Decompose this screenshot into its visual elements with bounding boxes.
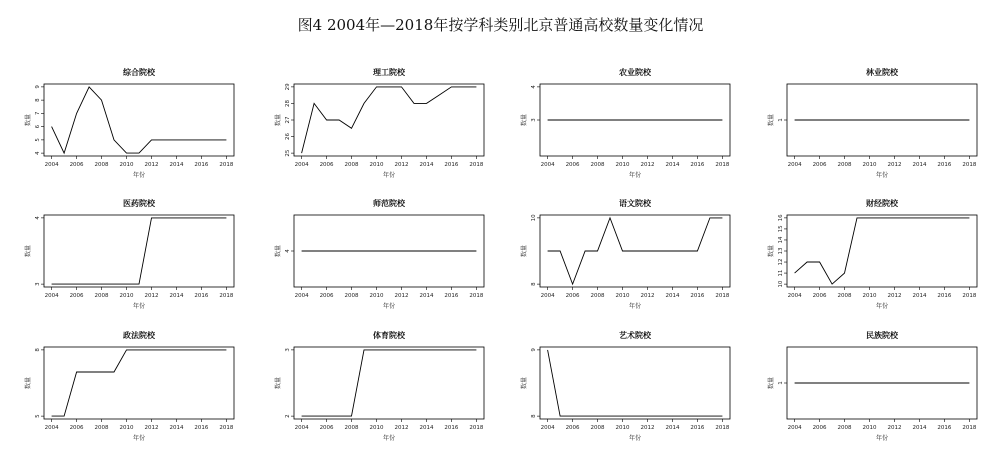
panel-10-title: 体育院校 — [373, 331, 405, 340]
panel-7-y-tick-label: 10 — [531, 214, 537, 222]
panel-3-x-tick-label: 2008 — [590, 162, 605, 168]
panel-1-title: 综合院校 — [123, 68, 155, 77]
panel-6-x-tick-label: 2014 — [419, 293, 434, 299]
panel-10-y-axis-label: 数量 — [275, 376, 282, 390]
panel-9-x-tick-label: 2008 — [94, 425, 109, 431]
panel-1-x-tick-label: 2016 — [194, 162, 209, 168]
panel-8-y-tick-label: 16 — [778, 214, 784, 222]
panel-4-x-tick-label: 2010 — [862, 162, 877, 168]
panel-11-x-tick-label: 2008 — [590, 425, 605, 431]
panel-9-y-tick-label: 5 — [35, 414, 41, 418]
panel-5-x-tick-label: 2004 — [44, 293, 59, 299]
panel-11-x-tick-label: 2006 — [565, 425, 580, 431]
panel-2-x-tick-label: 2012 — [394, 162, 409, 168]
panel-3-x-tick-label: 2018 — [715, 162, 730, 168]
panel-1-y-tick-label: 8 — [35, 98, 41, 102]
panel-4-x-tick-label: 2016 — [937, 162, 952, 168]
panel-11-x-tick-label: 2004 — [540, 425, 555, 431]
panel-8-frame — [787, 215, 977, 287]
panel-10-y-tick-label: 3 — [285, 348, 291, 352]
panel-6-x-tick-label: 2010 — [369, 293, 384, 299]
panel-7-series-line — [548, 218, 723, 284]
panel-2-y-tick-label: 25 — [285, 149, 291, 157]
panel-8-title: 财经院校 — [866, 199, 898, 208]
panel-7-x-tick-label: 2004 — [540, 293, 555, 299]
panel-8-y-tick-label: 12 — [778, 258, 784, 266]
panel-3-x-tick-label: 2010 — [615, 162, 630, 168]
panel-1-y-tick-label: 5 — [35, 138, 41, 142]
panel-5-x-axis-label: 年份 — [132, 303, 146, 310]
panel-9-x-tick-label: 2004 — [44, 425, 59, 431]
panel-12-title: 民族院校 — [866, 331, 898, 340]
panel-5-title: 医药院校 — [123, 199, 155, 208]
panel-5-frame — [44, 215, 234, 287]
panel-7-x-tick-label: 2016 — [690, 293, 705, 299]
panel-11-series-line — [548, 350, 723, 416]
panel-1-y-axis-label: 数量 — [25, 113, 32, 127]
panel-1-y-tick-label: 7 — [35, 111, 41, 116]
panel-2-x-axis-label: 年份 — [382, 172, 396, 179]
panel-12-x-tick-label: 2006 — [812, 425, 827, 431]
panel-4-x-tick-label: 2018 — [962, 162, 977, 168]
panel-4-title: 林业院校 — [866, 68, 898, 77]
panel-5-x-tick-label: 2014 — [169, 293, 184, 299]
panel-2-frame — [294, 84, 484, 156]
panel-8-x-tick-label: 2006 — [812, 293, 827, 299]
panel-8-y-tick-label: 11 — [778, 269, 784, 277]
panel-5-x-tick-label: 2016 — [194, 293, 209, 299]
panel-10-x-tick-label: 2012 — [394, 425, 409, 431]
panel-11-x-tick-label: 2014 — [665, 425, 680, 431]
panel-7-title: 语文院校 — [619, 199, 651, 208]
panel-7-x-tick-label: 2014 — [665, 293, 680, 299]
panel-8-y-axis-label: 数量 — [768, 244, 775, 258]
panel-11-y-tick-label: 8 — [531, 414, 537, 418]
panel-7-x-tick-label: 2012 — [640, 293, 655, 299]
panel-5-x-tick-label: 2008 — [94, 293, 109, 299]
panel-3-title: 农业院校 — [619, 68, 651, 77]
panel-7-x-axis-label: 年份 — [628, 303, 642, 310]
panel-8-y-tick-label: 14 — [778, 236, 784, 244]
panel-12-x-tick-label: 2004 — [787, 425, 802, 431]
panel-4-y-tick-label: 1 — [778, 118, 784, 122]
figure-title: 图4 2004年—2018年按学科类别北京普通高校数量变化情况 — [297, 16, 704, 34]
panel-12-y-axis-label: 数量 — [768, 376, 775, 390]
panel-10-x-tick-label: 2006 — [319, 425, 334, 431]
panel-3-x-tick-label: 2014 — [665, 162, 680, 168]
panel-2-x-tick-label: 2016 — [444, 162, 459, 168]
panel-11-x-tick-label: 2018 — [715, 425, 730, 431]
panel-8-y-tick-label: 15 — [778, 225, 784, 233]
panel-1-x-tick-label: 2012 — [144, 162, 159, 168]
panel-1-x-tick-label: 2018 — [219, 162, 234, 168]
panel-9-x-tick-label: 2014 — [169, 425, 184, 431]
panel-4-y-axis-label: 数量 — [768, 113, 775, 127]
panel-9-series-line — [52, 350, 227, 416]
panel-6-x-tick-label: 2004 — [294, 293, 309, 299]
panel-1-x-tick-label: 2004 — [44, 162, 59, 168]
panel-7-x-tick-label: 2008 — [590, 293, 605, 299]
panel-6-x-tick-label: 2012 — [394, 293, 409, 299]
panel-2-y-tick-label: 26 — [285, 133, 291, 141]
panel-6-y-tick-label: 4 — [285, 249, 291, 253]
panel-2-x-tick-label: 2004 — [294, 162, 309, 168]
panel-1-x-tick-label: 2010 — [119, 162, 134, 168]
panel-2-x-tick-label: 2018 — [469, 162, 484, 168]
panel-12-y-tick-label: 1 — [778, 381, 784, 385]
panel-4-x-tick-label: 2012 — [887, 162, 902, 168]
panel-3-x-tick-label: 2016 — [690, 162, 705, 168]
panel-9-title: 政法院校 — [123, 331, 155, 340]
panel-8-x-axis-label: 年份 — [875, 303, 889, 310]
panel-5-x-tick-label: 2010 — [119, 293, 134, 299]
panel-6-x-axis-label: 年份 — [382, 303, 396, 310]
panel-2-y-tick-label: 29 — [285, 83, 291, 91]
panel-8-y-tick-label: 13 — [778, 247, 784, 255]
panel-8-y-tick-label: 10 — [778, 280, 784, 288]
panel-11-x-tick-label: 2016 — [690, 425, 705, 431]
panel-3-x-axis-label: 年份 — [628, 172, 642, 179]
panel-2-y-axis-label: 数量 — [275, 113, 282, 127]
panel-6-x-tick-label: 2016 — [444, 293, 459, 299]
panel-9-x-tick-label: 2010 — [119, 425, 134, 431]
panel-7-y-tick-label: 8 — [531, 282, 537, 286]
panel-10-x-tick-label: 2014 — [419, 425, 434, 431]
panel-5-y-axis-label: 数量 — [25, 244, 32, 258]
panel-7-y-axis-label: 数量 — [521, 244, 528, 258]
panel-2-x-tick-label: 2006 — [319, 162, 334, 168]
panel-1-x-axis-label: 年份 — [132, 172, 146, 179]
panel-2-title: 理工院校 — [373, 68, 405, 77]
panel-12-x-tick-label: 2016 — [937, 425, 952, 431]
panel-10-frame — [294, 347, 484, 419]
panel-9-x-tick-label: 2012 — [144, 425, 159, 431]
panel-12-x-axis-label: 年份 — [875, 435, 889, 442]
panel-10-x-tick-label: 2016 — [444, 425, 459, 431]
panel-2-y-tick-label: 27 — [285, 116, 291, 124]
panel-2-x-tick-label: 2010 — [369, 162, 384, 168]
panel-8-x-tick-label: 2018 — [962, 293, 977, 299]
panel-12-x-tick-label: 2018 — [962, 425, 977, 431]
panel-2-x-tick-label: 2008 — [344, 162, 359, 168]
panel-9-x-tick-label: 2018 — [219, 425, 234, 431]
panel-4-x-tick-label: 2006 — [812, 162, 827, 168]
panel-9-y-axis-label: 数量 — [25, 376, 32, 390]
panel-3-x-tick-label: 2004 — [540, 162, 555, 168]
panel-1-y-tick-label: 4 — [35, 151, 41, 155]
panel-5-series-line — [52, 218, 227, 284]
panel-5-x-tick-label: 2012 — [144, 293, 159, 299]
panel-5-x-tick-label: 2006 — [69, 293, 84, 299]
panel-9-frame — [44, 347, 234, 419]
panel-6-y-axis-label: 数量 — [275, 244, 282, 258]
panel-10-series-line — [302, 350, 477, 416]
panel-9-x-axis-label: 年份 — [132, 435, 146, 442]
panel-9-x-tick-label: 2006 — [69, 425, 84, 431]
panel-8-x-tick-label: 2010 — [862, 293, 877, 299]
panel-3-x-tick-label: 2006 — [565, 162, 580, 168]
panel-2-y-tick-label: 28 — [285, 99, 291, 107]
panel-8-x-tick-label: 2004 — [787, 293, 802, 299]
panel-11-y-tick-label: 9 — [531, 348, 537, 352]
panel-3-y-tick-label: 4 — [531, 85, 537, 89]
panel-7-x-tick-label: 2006 — [565, 293, 580, 299]
panel-5-y-tick-label: 4 — [35, 216, 41, 220]
panel-7-x-tick-label: 2018 — [715, 293, 730, 299]
panel-10-x-axis-label: 年份 — [382, 435, 396, 442]
panel-11-title: 艺术院校 — [619, 331, 651, 340]
panel-1-y-tick-label: 9 — [35, 85, 41, 89]
panel-8-x-tick-label: 2016 — [937, 293, 952, 299]
panel-6-title: 师范院校 — [373, 199, 405, 208]
panel-8-x-tick-label: 2008 — [837, 293, 852, 299]
panel-10-x-tick-label: 2018 — [469, 425, 484, 431]
panel-6-x-tick-label: 2008 — [344, 293, 359, 299]
panel-11-x-tick-label: 2012 — [640, 425, 655, 431]
panel-1-x-tick-label: 2014 — [169, 162, 184, 168]
panel-10-x-tick-label: 2008 — [344, 425, 359, 431]
panel-12-x-tick-label: 2010 — [862, 425, 877, 431]
panel-7-x-tick-label: 2010 — [615, 293, 630, 299]
panel-4-x-tick-label: 2004 — [787, 162, 802, 168]
panel-11-frame — [540, 347, 730, 419]
panel-8-series-line — [795, 218, 970, 284]
panel-10-y-tick-label: 2 — [285, 414, 291, 418]
panel-9-y-tick-label: 8 — [35, 348, 41, 352]
panel-9-x-tick-label: 2016 — [194, 425, 209, 431]
panel-8-x-tick-label: 2012 — [887, 293, 902, 299]
panel-6-x-tick-label: 2006 — [319, 293, 334, 299]
panel-2-x-tick-label: 2014 — [419, 162, 434, 168]
panel-5-x-tick-label: 2018 — [219, 293, 234, 299]
panel-12-x-tick-label: 2014 — [912, 425, 927, 431]
panel-4-x-tick-label: 2014 — [912, 162, 927, 168]
panel-10-x-tick-label: 2010 — [369, 425, 384, 431]
panel-1-frame — [44, 84, 234, 156]
panel-11-x-tick-label: 2010 — [615, 425, 630, 431]
panel-10-x-tick-label: 2004 — [294, 425, 309, 431]
panel-4-x-tick-label: 2008 — [837, 162, 852, 168]
panel-3-y-tick-label: 3 — [531, 118, 537, 122]
panel-12-x-tick-label: 2012 — [887, 425, 902, 431]
panel-11-y-axis-label: 数量 — [521, 376, 528, 390]
panel-5-y-tick-label: 3 — [35, 282, 41, 286]
panel-3-x-tick-label: 2012 — [640, 162, 655, 168]
panel-1-y-tick-label: 6 — [35, 124, 41, 129]
panel-1-series-line — [52, 87, 227, 153]
panel-4-x-axis-label: 年份 — [875, 172, 889, 179]
panel-3-y-axis-label: 数量 — [521, 113, 528, 127]
panel-1-x-tick-label: 2006 — [69, 162, 84, 168]
panel-6-x-tick-label: 2018 — [469, 293, 484, 299]
panel-11-x-axis-label: 年份 — [628, 435, 642, 442]
panel-12-x-tick-label: 2008 — [837, 425, 852, 431]
panel-2-series-line — [302, 87, 477, 153]
panel-8-x-tick-label: 2014 — [912, 293, 927, 299]
panel-1-x-tick-label: 2008 — [94, 162, 109, 168]
